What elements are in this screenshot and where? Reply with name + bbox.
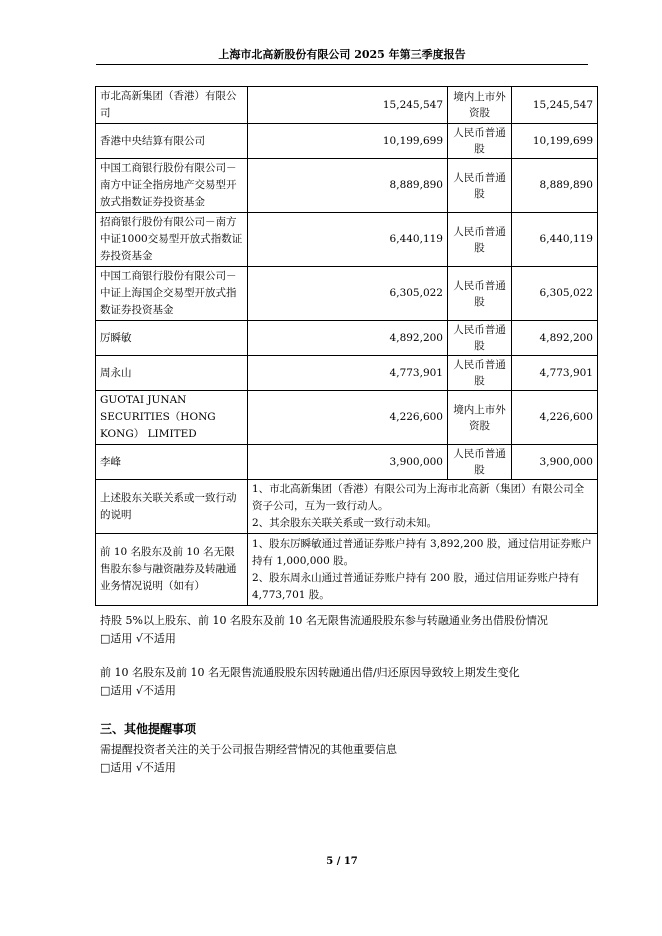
header-rule: [96, 64, 588, 65]
relation-line-2: 2、其余股东关联关系或一致行动未知。: [252, 517, 438, 529]
relation-line-1: 1、市北高新集团（香港）有限公司为上海市北高新（集团）有限公司全资子公司，互为一致行动人。: [252, 483, 585, 512]
holder-name: 市北高新集团（香港）有限公司: [96, 87, 248, 124]
table-row: [96, 213, 598, 267]
change-statement: 前 10 名股东及前 10 名无限售流通股股东因转融通出借/归还原因导致较上期发生变化: [100, 666, 520, 679]
margin-row: [96, 534, 598, 606]
share-type-count: 4,226,600: [512, 391, 598, 445]
lending-statement: 持股 5%以上股东、前 10 名股东及前 10 名无限售流通股股东参与转融通业务出借股份情况: [100, 614, 548, 627]
report-header: 上海市北高新股份有限公司 2025 年第三季度报告: [218, 48, 466, 61]
section-options: □适用 √不适用: [100, 761, 176, 774]
table-row: [96, 445, 598, 480]
share-type-count: 8,889,890: [512, 159, 598, 213]
share-type-count: 6,440,119: [512, 213, 598, 267]
share-type: 境内上市外资股: [448, 391, 512, 445]
holder-shares: 15,245,547: [248, 87, 448, 124]
table-row: [96, 391, 598, 445]
holder-shares: 8,889,890: [248, 159, 448, 213]
relation-row: [96, 480, 598, 534]
holder-shares: 4,892,200: [248, 321, 448, 356]
table-row: [96, 124, 598, 159]
holder-name: GUOTAI JUNAN SECURITIES（HONG KONG） LIMITED: [96, 391, 248, 445]
holder-name: 厉瞬敏: [96, 321, 248, 356]
page-number: 5 / 17: [326, 856, 358, 867]
holder-name: 招商银行股份有限公司－南方中证1000交易型开放式指数证券投资基金: [96, 213, 248, 267]
share-type-count: 10,199,699: [512, 124, 598, 159]
share-type: 境内上市外资股: [448, 87, 512, 124]
section-title: 三、其他提醒事项: [100, 722, 197, 736]
holder-shares: 10,199,699: [248, 124, 448, 159]
margin-line-1: 1、股东厉瞬敏通过普通证券账户持有 3,892,200 股，通过信用证券账户持有 1,000,000 股。: [252, 537, 592, 567]
section-text: 需提醒投资者关注的关于公司报告期经营情况的其他重要信息: [100, 743, 397, 756]
holder-shares: 6,440,119: [248, 213, 448, 267]
relation-label: 上述股东关联关系或一致行动的说明: [96, 480, 248, 534]
share-type: 人民币普通股: [448, 213, 512, 267]
holder-shares: 4,226,600: [248, 391, 448, 445]
share-type: 人民币普通股: [448, 124, 512, 159]
holder-name: 周永山: [96, 356, 248, 391]
holder-name: 中国工商银行股份有限公司－南方中证全指房地产交易型开放式指数证券投资基金: [96, 159, 248, 213]
holder-shares: 3,900,000: [248, 445, 448, 480]
shareholders-table: [95, 86, 598, 606]
share-type-count: 4,773,901: [512, 356, 598, 391]
table-row: [96, 321, 598, 356]
share-type: 人民币普通股: [448, 356, 512, 391]
share-type: 人民币普通股: [448, 159, 512, 213]
table-row: [96, 267, 598, 321]
share-type-count: 3,900,000: [512, 445, 598, 480]
margin-label: 前 10 名股东及前 10 名无限售股东参与融资融券及转融通业务情况说明（如有）: [96, 534, 248, 606]
holder-shares: 4,773,901: [248, 356, 448, 391]
holder-name: 香港中央结算有限公司: [96, 124, 248, 159]
holder-name: 李峰: [96, 445, 248, 480]
relation-note: [248, 480, 598, 534]
holder-shares: 6,305,022: [248, 267, 448, 321]
share-type: 人民币普通股: [448, 321, 512, 356]
share-type: 人民币普通股: [448, 267, 512, 321]
change-options: □适用 √不适用: [100, 684, 176, 697]
table-row: [96, 356, 598, 391]
share-type-count: 15,245,547: [512, 87, 598, 124]
share-type: 人民币普通股: [448, 445, 512, 480]
share-type-count: 4,892,200: [512, 321, 598, 356]
margin-line-2: 2、股东周永山通过普通证券账户持有 200 股，通过信用证券账户持有 4,773,701 股。: [252, 571, 580, 601]
table-row: [96, 87, 598, 124]
margin-note: [248, 534, 598, 606]
lending-options: □适用 √不适用: [100, 632, 176, 645]
share-type-count: 6,305,022: [512, 267, 598, 321]
table-row: [96, 159, 598, 213]
holder-name: 中国工商银行股份有限公司－中证上海国企交易型开放式指数证券投资基金: [96, 267, 248, 321]
